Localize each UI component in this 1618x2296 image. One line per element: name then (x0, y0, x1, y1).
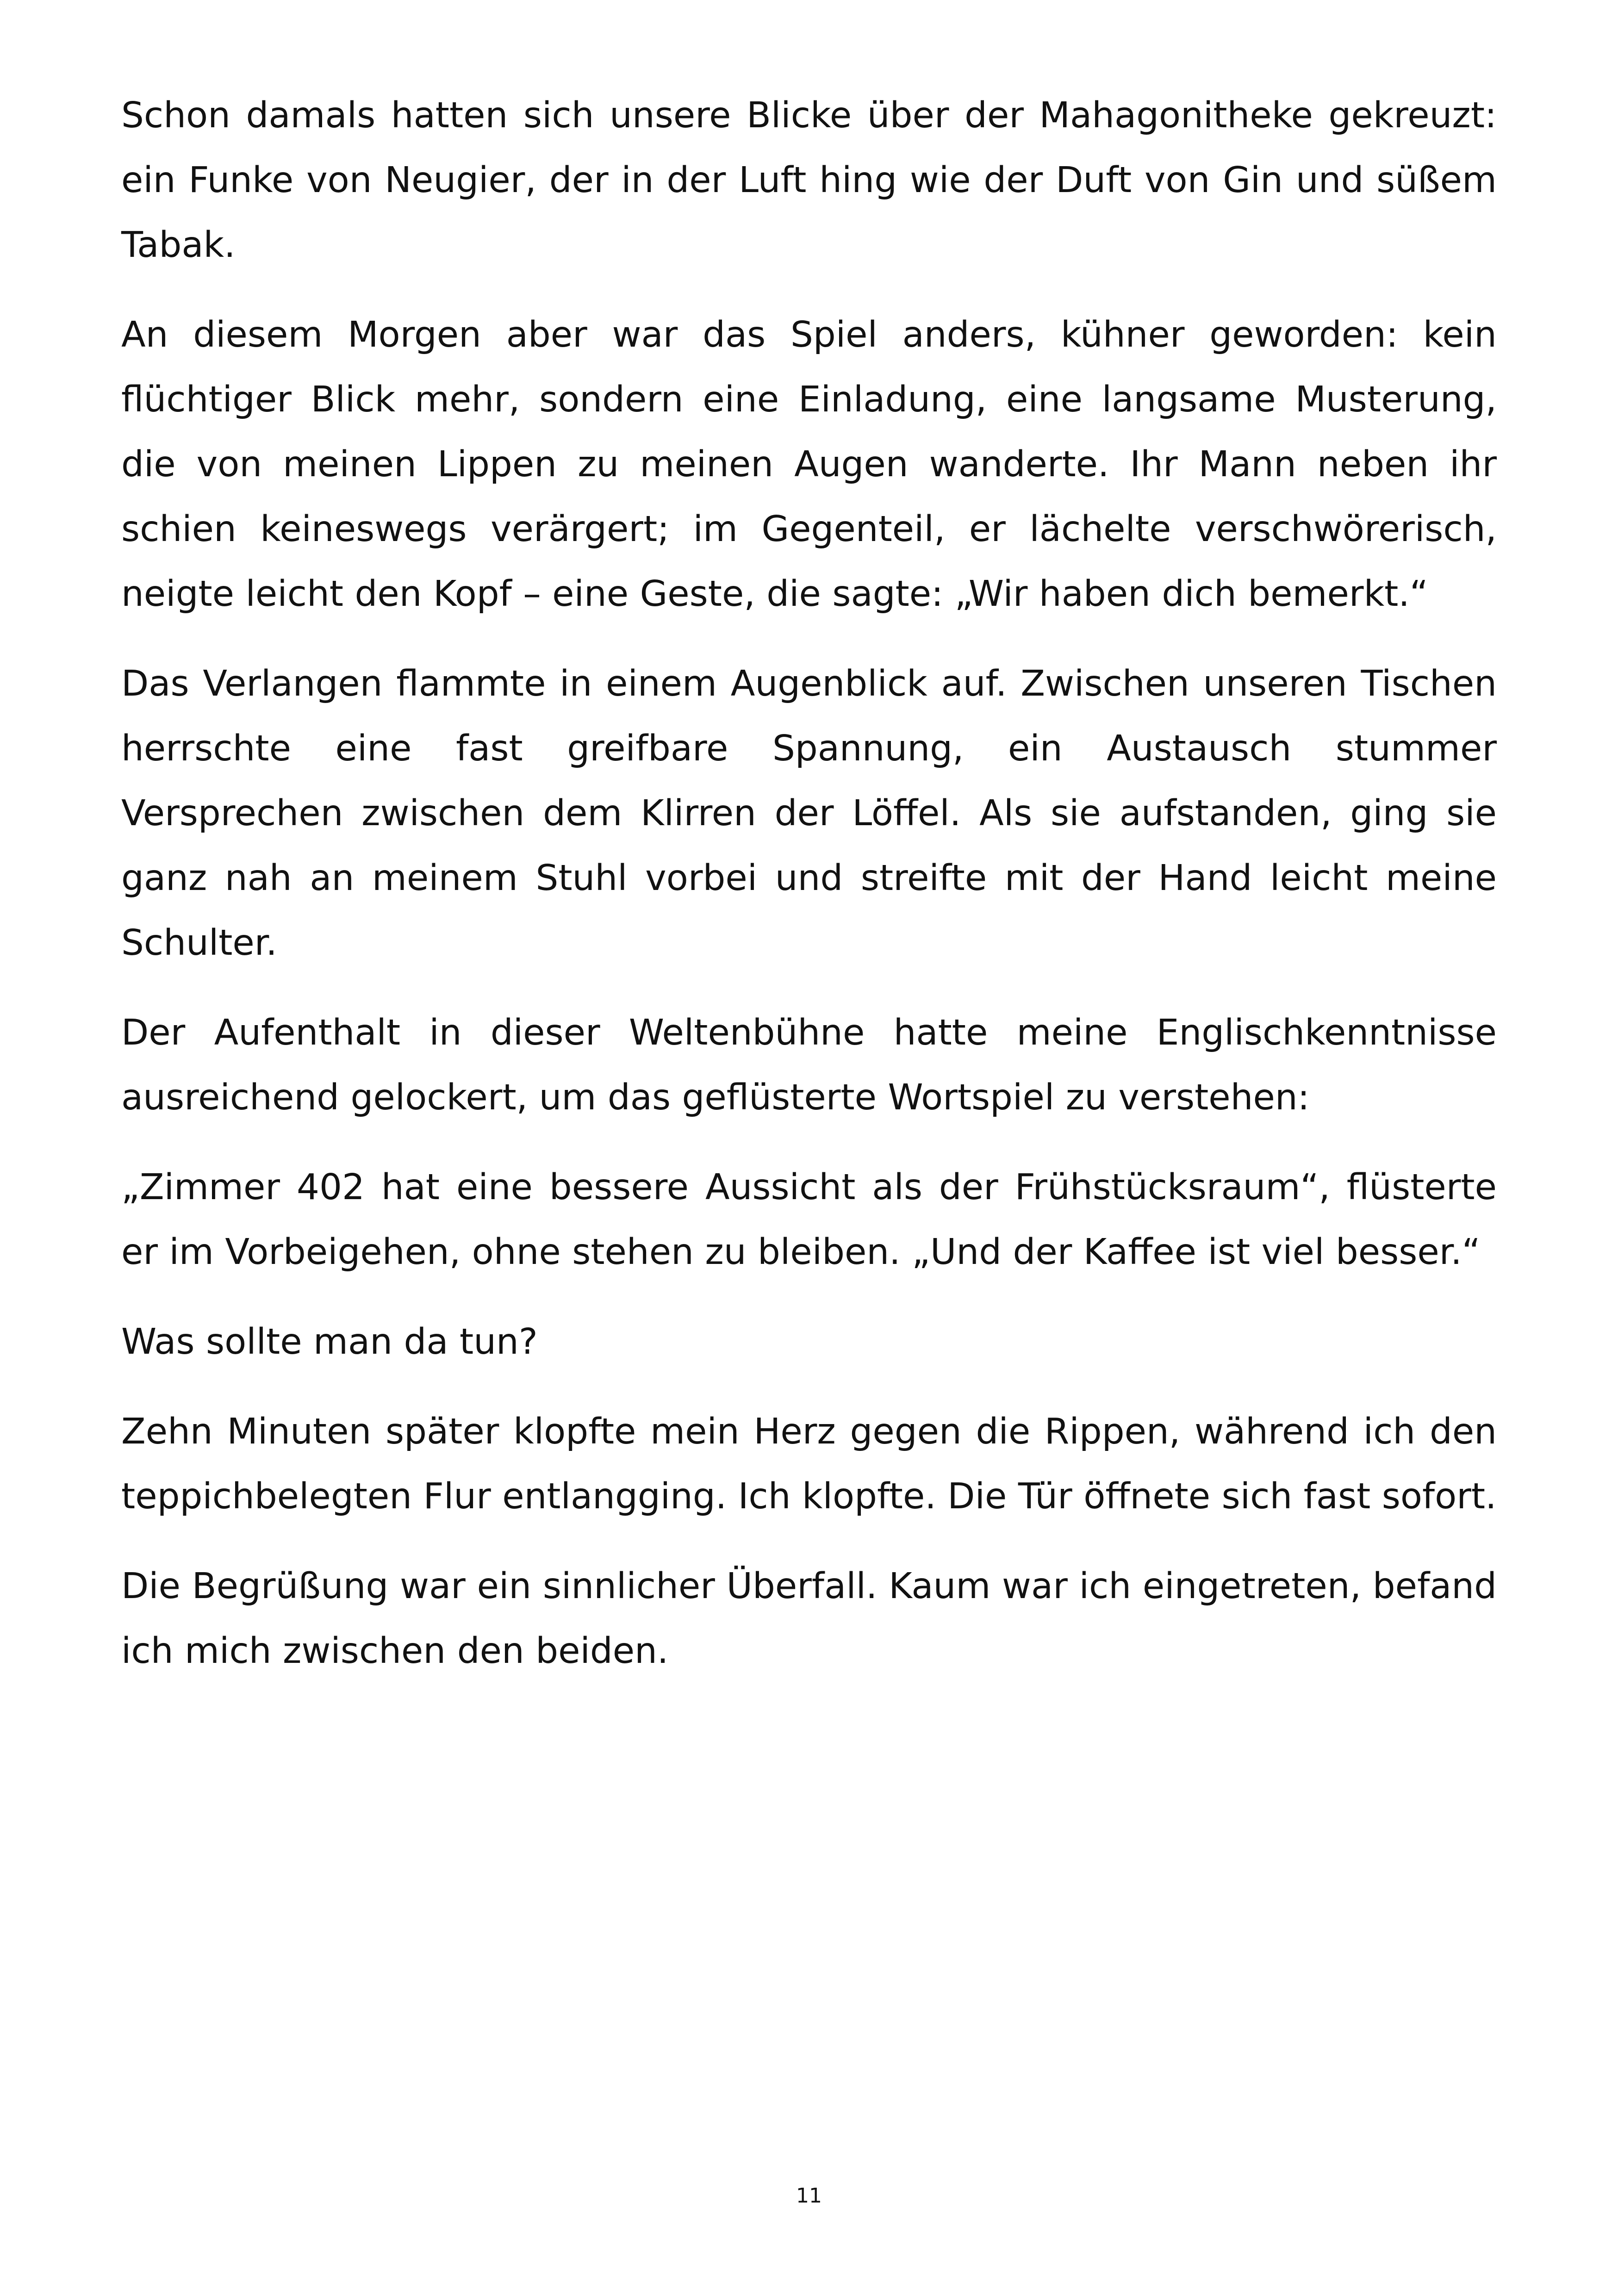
paragraph: „Zimmer 402 hat eine bessere Aussicht als der Frühstücksraum“, flüsterte er im Vorbeigehen, ohne stehen zu bleiben. „Und der Kaffee ist viel besser.“ (121, 1167, 1497, 1273)
paragraph: Zehn Minuten später klopfte mein Herz gegen die Rippen, während ich den teppichbelegten Flur entlangging. Ich klopfte. Die Tür öffnete sich fast sofort. (121, 1411, 1497, 1517)
paragraph: Was sollte man da tun? (121, 1321, 538, 1363)
paragraph: Schon damals hatten sich unsere Blicke über der Mahagonitheke gekreuzt: ein Funke von Neugier, der in der Luft hing wie der Duft von Gin und süßem Tabak. (121, 95, 1497, 266)
page-number: 11 (796, 2184, 822, 2208)
paragraph: Die Begrüßung war ein sinnlicher Überfall. Kaum war ich eingetreten, befand ich mich zwischen den beiden. (121, 1566, 1497, 1672)
paragraph: An diesem Morgen aber war das Spiel anders, kühner geworden: kein flüchtiger Blick mehr, sondern eine Einladung, eine langsame Musterung, die von meinen Lippen zu meinen Augen wanderte. Ihr Mann neben ihr schien keineswegs verärgert; im Gegenteil, er lächelte verschwörerisch, neigte leicht den Kopf – eine Geste, die sagte: „Wir haben dich bemerkt.“ (121, 314, 1497, 615)
body-text (121, 83, 1497, 1709)
paragraph: Das Verlangen flammte in einem Augenblick auf. Zwischen unseren Tischen herrschte eine fast greifbare Spannung, ein Austausch stummer Versprechen zwischen dem Klirren der Löffel. Als sie aufstanden, ging sie ganz nah an meinem Stuhl vorbei und streifte mit der Hand leicht meine Schulter. (121, 663, 1497, 964)
paragraph: Der Aufenthalt in dieser Weltenbühne hatte meine Englischkenntnisse ausreichend gelockert, um das geflüsterte Wortspiel zu verstehen: (121, 1012, 1497, 1118)
